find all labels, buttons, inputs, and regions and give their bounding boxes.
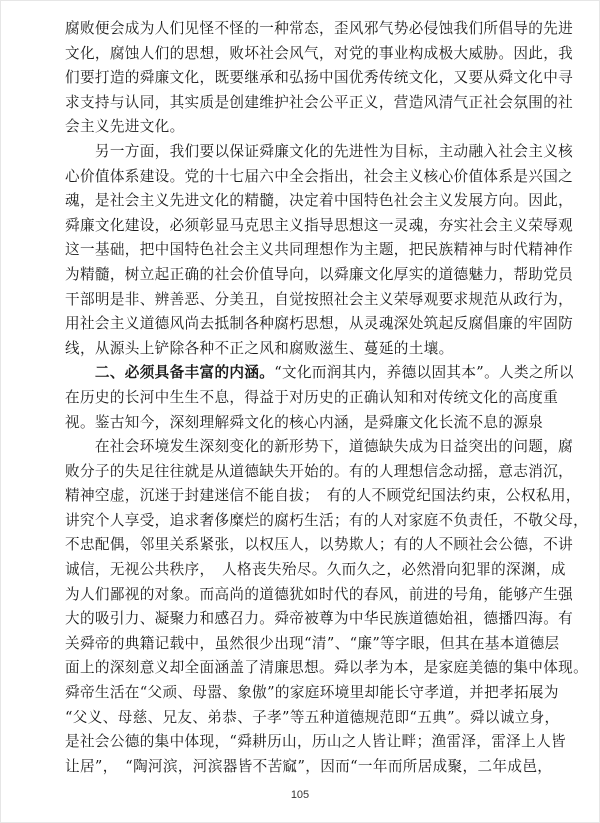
text-line: 另一方面，我们要以保证舜廉文化的先进性为目标，主动融入社会主义核 [65, 142, 574, 160]
text-line: 干部明是非、辨善恶、分美丑，自觉按照社会主义荣辱观要求规范从政行为， [65, 290, 574, 308]
text-line: “父义、母慈、兄友、弟恭、子孝”等五种道德规范即“五典”。舜以诚立身， [65, 708, 560, 726]
text-line: 败分子的失足往往就是从道德缺失开始的。有的人理想信念动摇，意志消沉， [65, 462, 574, 480]
text-line: 是社会公德的集中体现，“舜耕历山，历山之人皆让畔；渔雷泽，雷泽上人皆 [65, 733, 566, 751]
text-line: 为精髓，树立起正确的社会价值导向，以舜廉文化厚实的道德魅力，帮助党员 [65, 265, 574, 283]
heading-continuation: “文化而润其内，养德以固其本”。人类之所以 [274, 364, 574, 382]
text-line: 诚信，无视公共秩序， 人格丧失殆尽。久而久之，必然滑向犯罪的深渊，成 [65, 561, 566, 579]
page-number: 105 [290, 789, 310, 801]
text-line: 魂，是社会主义先进文化的精髓，决定着中国特色社会主义发展方向。因此， [65, 192, 574, 210]
text-line: 面上的深刻意义却全面涵盖了清廉思想。舜以孝为本，是家庭美德的集中体现。 [65, 659, 589, 677]
text-line: 们要打造的舜廉文化，既要继承和弘扬中国优秀传统文化，又要从舜文化中寻 [65, 69, 574, 87]
text-line: 关舜帝的典籍记载中，虽然很少出现“清”、“廉”等字眼，但其在基本道德层 [65, 634, 560, 652]
text-line: 文化，腐蚀人们的思想，败坏社会风气，对党的事业构成极大威胁。因此，我 [65, 44, 574, 62]
text-line: 舜帝生活在“父顽、母嚣、象傲”的家庭环境里却能长守孝道，并把孝拓展为 [65, 684, 559, 702]
text-line: 这一基础，把中国特色社会主义共同理想作为主题，把民族精神与时代精神作 [65, 241, 574, 259]
text-line: 用社会主义道德风尚去抵制各种腐朽思想，从灵魂深处筑起反腐倡廉的牢固防 [65, 315, 574, 333]
text-line: 精神空虚，沉迷于封建迷信不能自拔； 有的人不顾党纪国法约束，公权私用， [65, 487, 581, 505]
text-line: 让居”， “陶河滨，河滨器皆不苦窳”，因而“一年而所居成聚，二年成邑， [65, 757, 553, 775]
text-line: 在社会环境发生深刻变化的新形势下，道德缺失成为日益突出的问题，腐 [65, 438, 574, 456]
section-heading: 二、必须具备丰富的内涵。 [65, 364, 275, 382]
text-line: 视。鉴古知今，深刻理解舜文化的核心内涵，是舜廉文化长流不息的源泉 [65, 413, 544, 431]
text-line: 讲究个人享受，追求奢侈糜烂的腐朽生活；有的人对家庭不负责任，不敬父母， [65, 511, 589, 529]
text-line: 会主义先进文化。 [65, 118, 185, 136]
text-line: 为人们鄙视的对象。而高尚的道德犹如时代的春风，前进的号角，能够产生强 [65, 585, 574, 603]
text-line: 线，从源头上铲除各种不正之风和腐败滋生、蔓延的土壤。 [65, 339, 454, 357]
text-line: 在历史的长河中生生不息，得益于对历史的正确认知和对传统文化的高度重 [65, 388, 559, 406]
text-line: 求支持与认同，其实质是创建维护社会公平正义，营造风清气正社会氛围的社 [65, 93, 574, 111]
text-line: 不忠配偶，邻里关系紧张，以权压人，以势欺人；有的人不顾社会公德，不讲 [65, 536, 574, 554]
text-line [65, 361, 574, 386]
text-line: 舜廉文化建设，必须彰显马克思主义指导思想这一灵魂，夯实社会主义荣辱观 [65, 216, 574, 234]
text-line: 腐败便会成为人们见怪不怪的一种常态，歪风邪气势必侵蚀我们所倡导的先进 [65, 20, 574, 37]
text-line: 心价值体系建设。党的十七届六中全会指出，社会主义核心价值体系是兴国之 [65, 167, 574, 185]
text-line: 大的吸引力、凝聚力和感召力。舜帝被尊为中华民族道德始祖，德播四海。有 [65, 610, 574, 628]
body-text [65, 17, 589, 779]
